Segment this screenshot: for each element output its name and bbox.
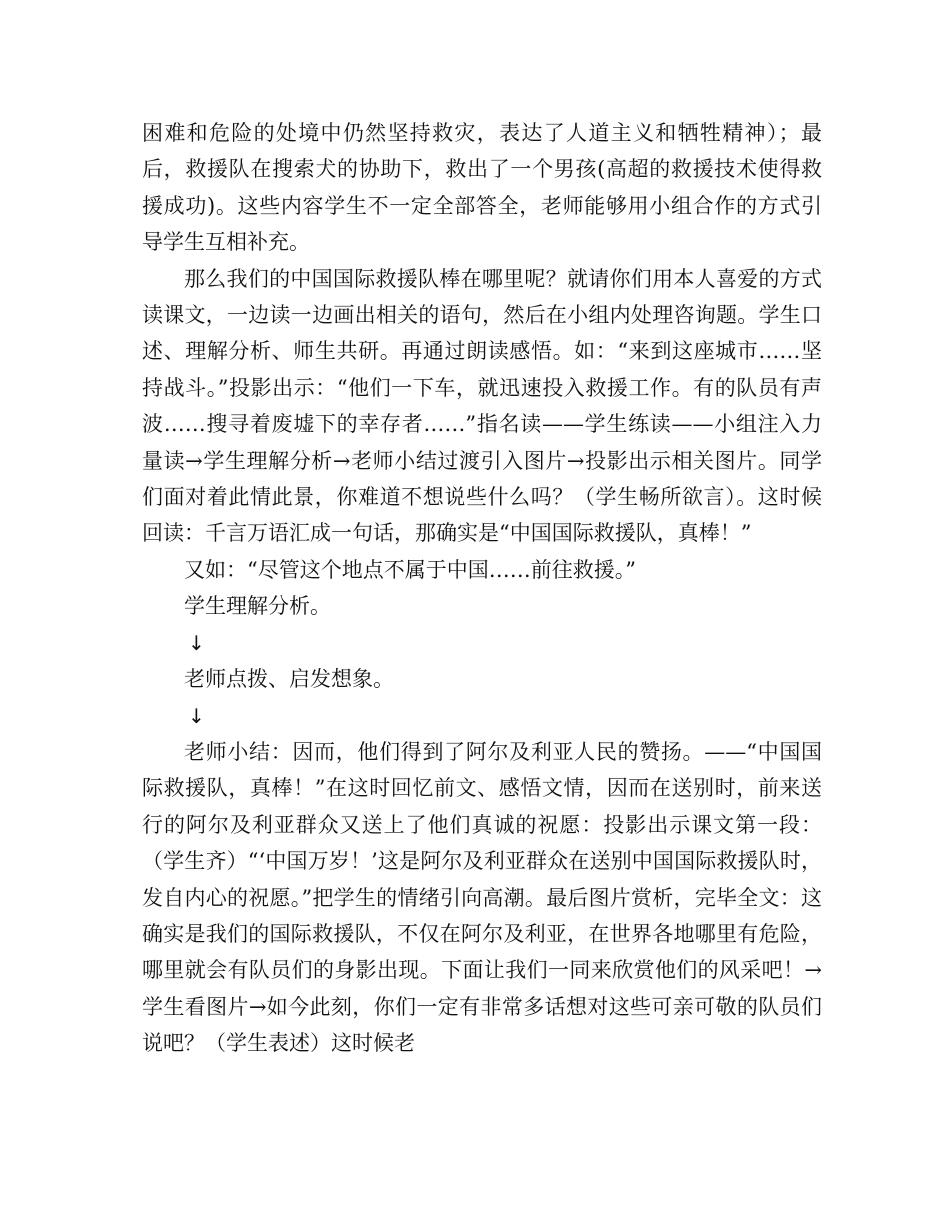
paragraph-continuation: 困难和危险的处境中仍然坚持救灾，表达了人道主义和牺牲精神）；最后，救援队在搜索犬的协助下，救出了一个男孩(高超的救援技术使得救援成功)。这些内容学生不一定全部答全，老师能够用小组合作的方式引导学生互相补充。: [142, 121, 822, 255]
document-page: [142, 115, 822, 1062]
paragraph-teacher-summary: 老师小结：因而，他们得到了阿尔及利亚人民的赞扬。——“中国国际救援队，真棒！”在这时回忆前文、感悟文情，因而在送别时，前来送行的阿尔及利亚群众又送上了他们真诚的祝愿：投影出示课文第一段：（学生齐）“‘中国万岁！’这是阿尔及利亚群众在送别中国国际救援队时，发自内心的祝愿。”把学生的情绪引向高潮。最后图片赏析，完毕全文：这确实是我们的国际救援队，不仅在阿尔及利亚，在世界各地哪里有危险，哪里就会有队员们的身影出现。下面让我们一同来欣赏他们的风采吧！→学生看图片→如今此刻，你们一定有非常多话想对这些可亲可敬的队员们说吧？（学生表述）这时候老: [142, 739, 822, 1056]
flow-step-guidance: 老师点拨、启发想象。: [184, 667, 394, 692]
paragraph-reading-method: 那么我们的中国国际救援队棒在哪里呢？就请你们用本人喜爱的方式读课文，一边读一边画出相关的语句，然后在小组内处理咨询题。学生口述、理解分析、师生共研。再通过朗读感悟。如：“来到这座城市……坚持战斗。”投影出示：“他们一下车，就迅速投入救援工作。有的队员有声波……搜寻着废墟下的幸存者……”指名读——学生练读——小组注入力量读→学生理解分析→老师小结过渡引入图片→投影出示相关图片。同学们面对着此情此景，你难道不想说些什么吗？（学生畅所欲言）。这时候回读：千言万语汇成一句话，那确实是“中国国际救援队，真棒！”: [142, 266, 822, 546]
down-arrow-icon: ↓: [188, 703, 205, 728]
down-arrow-icon: ↓: [188, 630, 205, 655]
flow-step-analysis: 学生理解分析。: [184, 594, 331, 619]
paragraph-example: 又如：“尽管这个地点不属于中国……前往救援。”: [184, 557, 636, 582]
